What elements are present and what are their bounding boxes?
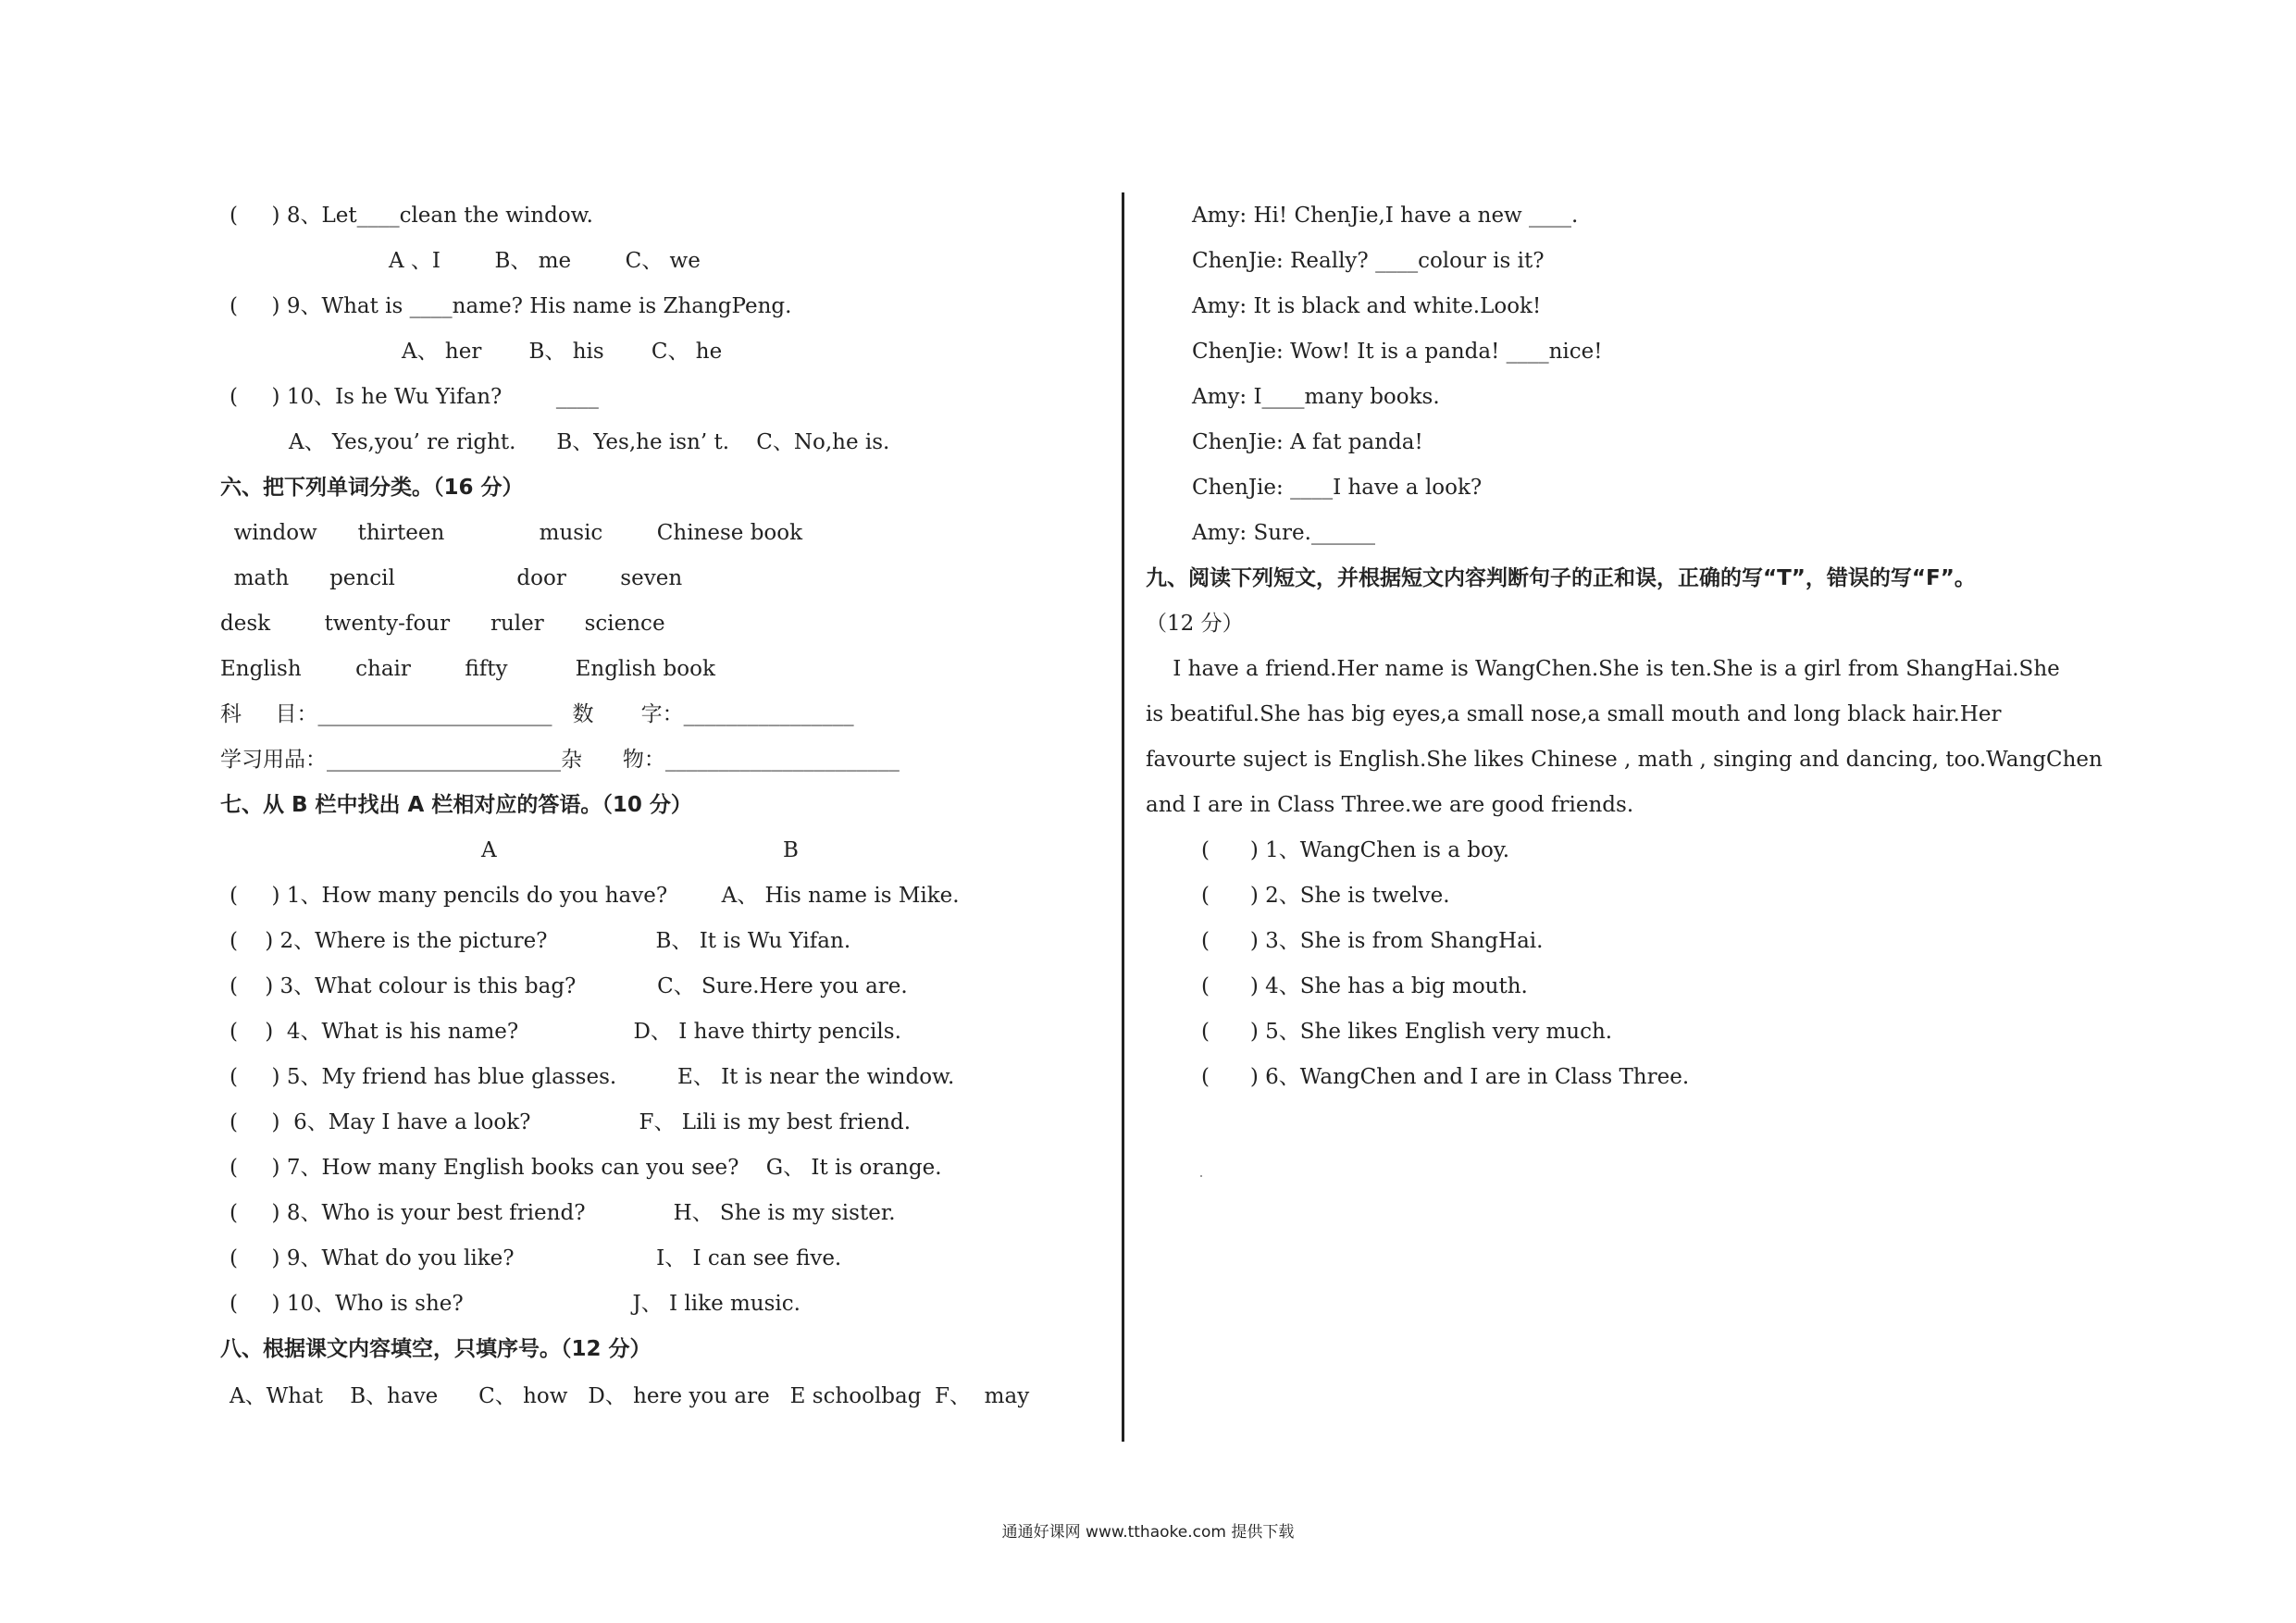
dialogue-line: Amy: Hi! ChenJie,I have a new ____.: [1192, 204, 1579, 228]
question-9-options: A、 her B、 his C、 he: [402, 340, 723, 364]
dialogue-line: Amy: I____many books.: [1192, 385, 1440, 409]
dialogue-line: Amy: It is black and white.Look!: [1192, 294, 1542, 318]
section-6-words-row-1: window thirteen music Chinese book: [220, 521, 803, 545]
match-item: ( ) 7、How many English books can you see? G、 It is orange.: [230, 1156, 942, 1180]
question-9: ( ) 9、What is ____name? His name is ZhangPeng.: [230, 294, 792, 318]
section-6-words-row-2: math pencil door seven: [220, 566, 683, 590]
true-false-item: ( ) 1、WangChen is a boy.: [1201, 838, 1510, 862]
reading-passage-line: is beatiful.She has big eyes,a small nose,a small mouth and long black hair.Her: [1146, 702, 2002, 726]
section-7-column-a-header: A: [481, 838, 497, 862]
match-item: ( ) 6、May I have a look? F、 Lili is my best friend.: [230, 1110, 911, 1134]
match-item: ( ) 4、What is his name? D、 I have thirty pencils.: [230, 1020, 901, 1044]
section-7-title: 七、从 B 栏中找出 A 栏相对应的答语。（10 分）: [220, 793, 692, 817]
match-item: ( ) 1、How many pencils do you have? A、 His name is Mike.: [230, 884, 960, 908]
dialogue-line: Amy: Sure.______: [1192, 521, 1375, 545]
reading-passage-line: I have a friend.Her name is WangChen.She is ten.She is a girl from ShangHai.She: [1146, 657, 2060, 681]
section-6-category-subjects-numbers: 科 目：______________________ 数 字：________________: [220, 702, 854, 726]
section-9-title: 九、阅读下列短文，并根据短文内容判断句子的正和误，正确的写“T”，错误的写“F”。: [1146, 566, 1976, 590]
question-10-options: A、 Yes,you’ re right. B、Yes,he isn’ t. C、No,he is.: [289, 430, 890, 454]
page-footer: 通通好课网 www.tthaoke.com 提供下载: [1001, 1523, 1295, 1542]
match-item: ( ) 9、What do you like? I、 I can see five.: [230, 1246, 842, 1270]
match-item: ( ) 5、My friend has blue glasses. E、 It is near the window.: [230, 1065, 955, 1089]
section-8-options: A、What B、have C、 how D、 here you are E schoolbag F、 may: [230, 1384, 1030, 1408]
reading-passage-line: favourte suject is English.She likes Chinese , math , singing and dancing, too.WangChen: [1146, 748, 2103, 772]
true-false-item: ( ) 5、She likes English very much.: [1201, 1020, 1613, 1044]
dialogue-line: ChenJie: Wow! It is a panda! ____nice!: [1192, 340, 1603, 364]
match-item: ( ) 2、Where is the picture? B、 It is Wu Yifan.: [230, 929, 851, 953]
section-6-category-school-things: 学习用品：______________________杂 物：______________________: [220, 748, 900, 772]
stray-mark: [1200, 1175, 1202, 1177]
question-8-options: A 、I B、 me C、 we: [389, 249, 701, 273]
section-6-title: 六、把下列单词分类。（16 分）: [220, 476, 524, 500]
dialogue-line: ChenJie: Really? ____colour is it?: [1192, 249, 1545, 273]
column-divider: [1122, 192, 1124, 1442]
question-10: ( ) 10、Is he Wu Yifan? ____: [230, 385, 599, 409]
dialogue-line: ChenJie: A fat panda!: [1192, 430, 1423, 454]
question-8: ( ) 8、Let____clean the window.: [230, 204, 593, 228]
reading-passage-line: and I are in Class Three.we are good friends.: [1146, 793, 1634, 817]
match-item: ( ) 10、Who is she? J、 I like music.: [230, 1292, 800, 1316]
true-false-item: ( ) 4、She has a big mouth.: [1201, 974, 1528, 998]
match-item: ( ) 8、Who is your best friend? H、 She is my sister.: [230, 1201, 896, 1225]
section-9-score: （12 分）: [1146, 612, 1244, 636]
section-8-title: 八、根据课文内容填空，只填序号。（12 分）: [220, 1337, 652, 1361]
section-7-column-b-header: B: [783, 838, 799, 862]
true-false-item: ( ) 3、She is from ShangHai.: [1201, 929, 1544, 953]
section-6-words-row-3: desk twenty-four ruler science: [220, 612, 665, 636]
true-false-item: ( ) 2、She is twelve.: [1201, 884, 1450, 908]
true-false-item: ( ) 6、WangChen and I are in Class Three.: [1201, 1065, 1690, 1089]
section-6-words-row-4: English chair fifty English book: [220, 657, 715, 681]
match-item: ( ) 3、What colour is this bag? C、 Sure.Here you are.: [230, 974, 908, 998]
dialogue-line: ChenJie: ____I have a look?: [1192, 476, 1483, 500]
